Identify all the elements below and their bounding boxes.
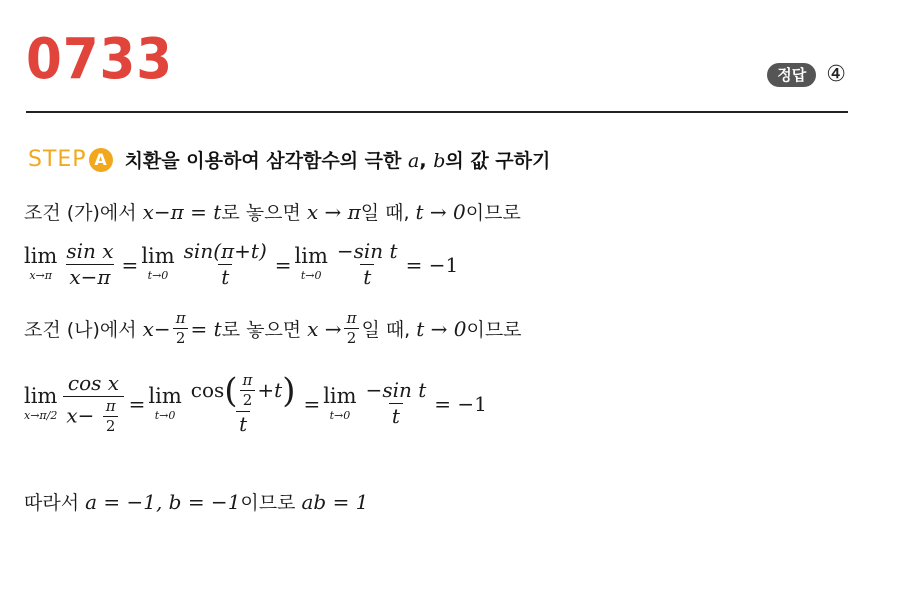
limit-operator xyxy=(24,383,58,422)
numerator: cos x xyxy=(67,371,120,395)
limit-equation-1 xyxy=(24,240,458,289)
step-title-suffix: 의 값 구하기 xyxy=(445,150,551,172)
equals: = xyxy=(303,391,321,416)
right-paren: ) xyxy=(282,370,296,411)
text: 일 때, xyxy=(360,202,410,224)
lim-sub: t→0 xyxy=(147,269,169,283)
text: 로 놓으면 xyxy=(221,319,302,342)
denominator: 2 xyxy=(173,328,189,347)
answer-area xyxy=(767,62,846,87)
limit-operator xyxy=(295,246,328,282)
denominator: t xyxy=(389,403,403,428)
math: = t xyxy=(190,316,222,341)
fraction xyxy=(334,240,401,289)
lim-sub: x→π/2 xyxy=(24,408,58,422)
answer-badge: 정답 xyxy=(767,63,816,87)
text: 로 놓으면 xyxy=(221,202,301,224)
header-divider xyxy=(26,111,848,113)
equals: = xyxy=(121,252,139,277)
limit-operator xyxy=(141,246,174,282)
var-b: b xyxy=(433,150,446,172)
text: 조건 (가)에서 xyxy=(24,202,137,224)
denominator: 2 xyxy=(103,416,119,435)
text: 이므로 xyxy=(465,202,521,224)
step-heading xyxy=(28,146,550,173)
limit-equation-2 xyxy=(24,372,487,436)
condition-ga-line xyxy=(24,198,521,225)
math: x−π = t xyxy=(142,199,222,224)
fraction xyxy=(240,372,256,410)
result: = −1 xyxy=(434,391,487,416)
step-comma: , xyxy=(419,150,427,172)
plus-t: +t xyxy=(257,378,283,403)
lim: lim xyxy=(24,383,58,408)
limit-operator xyxy=(24,246,57,282)
problem-number: 0733 xyxy=(26,27,174,92)
fraction xyxy=(63,240,116,289)
fraction xyxy=(344,310,360,348)
text: 일 때, xyxy=(361,319,411,342)
step-title xyxy=(125,146,551,173)
numerator xyxy=(188,372,299,411)
math: ab = 1 xyxy=(301,489,369,514)
fraction xyxy=(188,372,299,436)
lim-sub: t→0 xyxy=(329,408,351,422)
numerator: π xyxy=(242,371,253,389)
fraction xyxy=(363,379,430,428)
denominator: t xyxy=(236,411,250,436)
text: 따라서 xyxy=(24,492,80,514)
cos: cos xyxy=(190,378,225,403)
limit-operator xyxy=(148,383,182,422)
lim-sub: t→0 xyxy=(300,269,322,283)
den-text: x− xyxy=(66,403,95,428)
fraction xyxy=(63,372,123,436)
math: x → xyxy=(307,316,342,341)
lim: lim xyxy=(294,244,328,269)
step-title-prefix: 치환을 이용하여 삼각함수의 극한 xyxy=(124,150,402,172)
denominator: 2 xyxy=(344,328,360,347)
text: 이므로 xyxy=(240,492,296,514)
answer-value: ④ xyxy=(826,62,846,87)
fraction xyxy=(173,310,189,348)
lim-sub: x→π xyxy=(29,269,52,283)
lim: lim xyxy=(141,244,175,269)
step-badge: A xyxy=(89,148,113,172)
lim: lim xyxy=(24,244,58,269)
lim: lim xyxy=(148,383,182,408)
denominator: t xyxy=(218,264,232,289)
result: = −1 xyxy=(405,252,459,277)
limit-operator xyxy=(323,383,357,422)
numerator: sin(π+t) xyxy=(183,239,267,263)
left-paren: ( xyxy=(224,370,238,411)
math: t → 0 xyxy=(416,316,467,341)
lim: lim xyxy=(323,383,357,408)
equals: = xyxy=(274,252,292,277)
denominator xyxy=(63,396,123,436)
numerator: −sin t xyxy=(365,378,427,403)
numerator: π xyxy=(175,309,186,327)
lim-sub: t→0 xyxy=(154,408,176,422)
step-label: STEP xyxy=(28,147,87,172)
fraction xyxy=(103,398,119,436)
equals: = xyxy=(128,391,146,416)
math: t → 0 xyxy=(415,199,466,224)
fraction xyxy=(181,240,270,289)
denominator: t xyxy=(360,264,374,289)
math: x− xyxy=(142,316,171,341)
var-a: a xyxy=(408,150,420,172)
numerator: sin x xyxy=(66,239,114,263)
numerator: −sin t xyxy=(336,239,398,263)
text: 이므로 xyxy=(466,319,522,342)
numerator: π xyxy=(105,397,116,415)
denominator: 2 xyxy=(240,390,256,409)
denominator: x−π xyxy=(66,264,113,289)
condition-na-line xyxy=(24,310,522,348)
math: a = −1, b = −1 xyxy=(85,489,241,514)
math: x → π xyxy=(306,199,361,224)
numerator: π xyxy=(346,309,357,327)
conclusion-line xyxy=(24,488,368,515)
text: 조건 (나)에서 xyxy=(24,319,137,342)
